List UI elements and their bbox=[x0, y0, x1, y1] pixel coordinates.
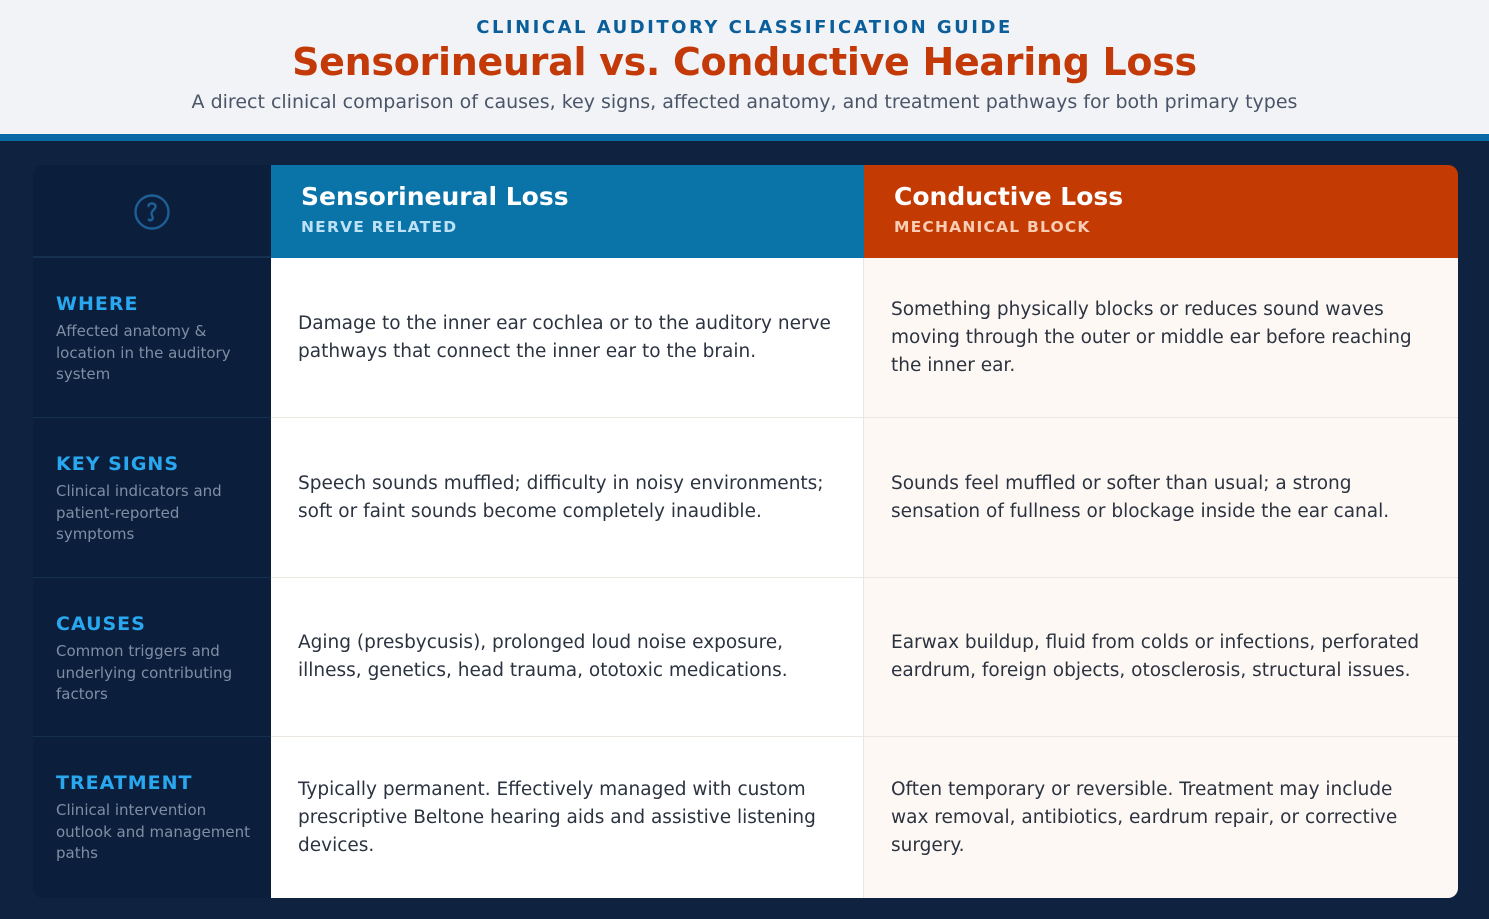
cell-where-conductive: Something physically blocks or reduces sound waves moving through the outer or middle ear before reaching the inner ear. bbox=[864, 258, 1458, 418]
sensorineural-subtitle: NERVE RELATED bbox=[301, 218, 458, 236]
cell-key-signs-conductive: Sounds feel muffled or softer than usual; a strong sensation of fullness or blockage inside the ear canal. bbox=[864, 418, 1458, 578]
conductive-header bbox=[864, 165, 1458, 258]
row-label-description: Clinical intervention outlook and management paths bbox=[56, 801, 251, 862]
row-label-title: TREATMENT bbox=[56, 772, 193, 794]
row-label-description: Common triggers and underlying contributing factors bbox=[56, 642, 233, 703]
page-header bbox=[0, 0, 1489, 134]
conductive-subtitle: MECHANICAL BLOCK bbox=[894, 218, 1091, 236]
ear-icon bbox=[132, 192, 172, 232]
cell-key-signs-sensorineural: Speech sounds muffled; difficulty in noisy environments; soft or faint sounds become completely inaudible. bbox=[271, 418, 864, 578]
comparison-table bbox=[33, 165, 1458, 898]
cell-treatment-conductive: Often temporary or reversible. Treatment may include wax removal, antibiotics, eardrum repair, or corrective surgery. bbox=[864, 737, 1458, 898]
row-label-where bbox=[33, 258, 271, 418]
row-label-title: CAUSES bbox=[56, 613, 146, 635]
row-label-treatment bbox=[33, 737, 271, 898]
sensorineural-title: Sensorineural Loss bbox=[301, 182, 569, 211]
row-label-description: Clinical indicators and patient-reported symptoms bbox=[56, 482, 222, 543]
cell-where-sensorineural: Damage to the inner ear cochlea or to the auditory nerve pathways that connect the inner ear to the brain. bbox=[271, 258, 864, 418]
row-label-key-signs bbox=[33, 418, 271, 578]
sensorineural-header bbox=[271, 165, 864, 258]
conductive-title: Conductive Loss bbox=[894, 182, 1124, 211]
cell-causes-sensorineural: Aging (presbycusis), prolonged loud noise exposure, illness, genetics, head trauma, ototoxic medications. bbox=[271, 578, 864, 737]
row-label-title: WHERE bbox=[56, 293, 139, 315]
row-label-description: Affected anatomy & location in the auditory system bbox=[56, 322, 231, 383]
row-label-title: KEY SIGNS bbox=[56, 453, 180, 475]
row-label-causes bbox=[33, 578, 271, 737]
cell-treatment-sensorineural: Typically permanent. Effectively managed with custom prescriptive Beltone hearing aids and assistive listening devices. bbox=[271, 737, 864, 898]
corner-cell bbox=[33, 165, 271, 258]
page-subtitle: A direct clinical comparison of causes, key signs, affected anatomy, and treatment pathways for both primary types bbox=[191, 91, 1298, 113]
header-divider bbox=[0, 134, 1489, 141]
cell-causes-conductive: Earwax buildup, fluid from colds or infections, perforated eardrum, foreign objects, otosclerosis, structural issues. bbox=[864, 578, 1458, 737]
eyebrow-label: CLINICAL AUDITORY CLASSIFICATION GUIDE bbox=[476, 17, 1013, 38]
page-title: Sensorineural vs. Conductive Hearing Loss bbox=[292, 40, 1197, 84]
